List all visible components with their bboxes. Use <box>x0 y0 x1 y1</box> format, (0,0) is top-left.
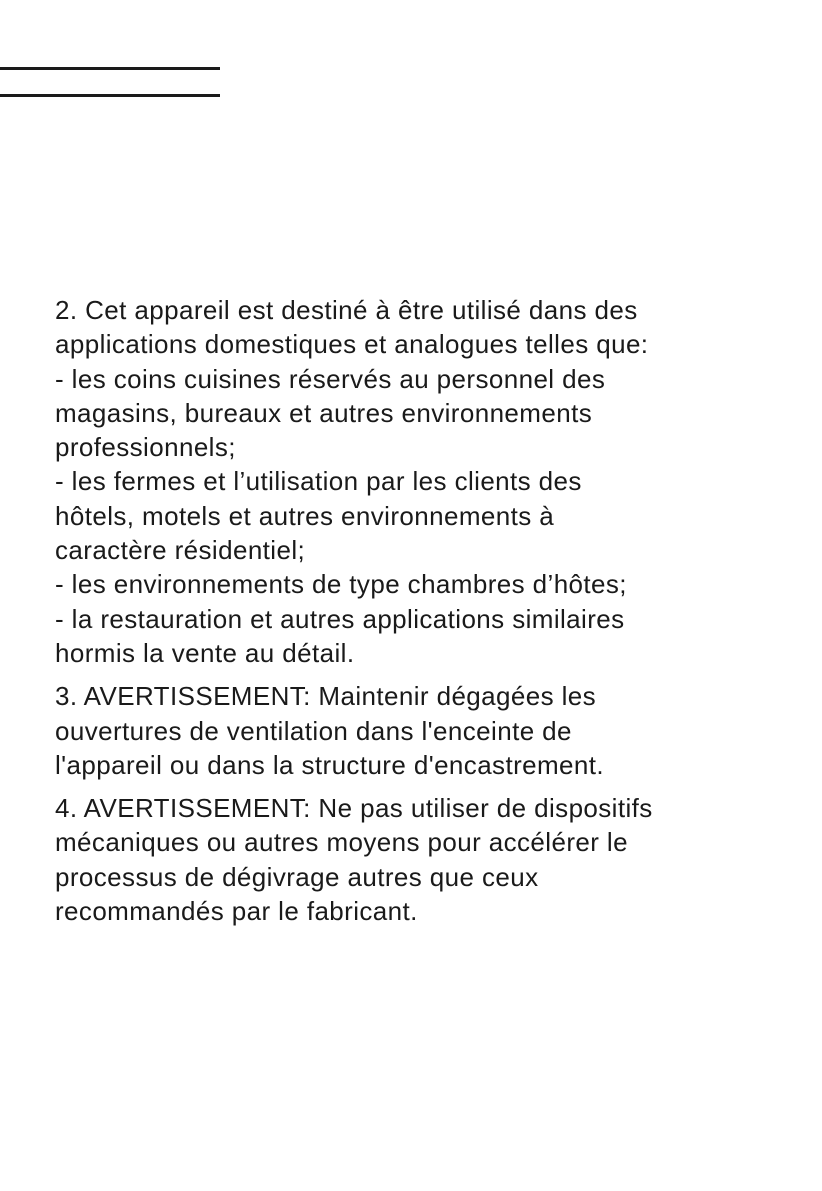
text-line: 4. AVERTISSEMENT: Ne pas utiliser de dispositifs <box>55 793 653 824</box>
header-rule-top <box>0 67 220 70</box>
text-line: mécaniques ou autres moyens pour accélérer le <box>55 827 628 858</box>
text-line: - les fermes et l’utilisation par les clients des <box>55 466 582 497</box>
paragraph-ventilation-warning <box>55 679 815 782</box>
paragraph-intended-use <box>55 293 815 670</box>
text-line: 2. Cet appareil est destiné à être utilisé dans des <box>55 295 638 325</box>
text-line: 3. AVERTISSEMENT: Maintenir dégagées les <box>55 681 597 712</box>
text-line: caractère résidentiel; <box>55 535 306 566</box>
text-line: hôtels, motels et autres environnements à <box>55 500 555 531</box>
text-line: recommandés par le fabricant. <box>55 896 418 927</box>
paragraph-defrost-warning <box>55 791 815 928</box>
text-line: - les coins cuisines réservés au personnel des <box>55 363 606 394</box>
text-line: - la restauration et autres applications similaires <box>55 603 625 634</box>
header-rule-bottom <box>0 94 220 97</box>
text-line: - les environnements de type chambres d’hôtes; <box>55 569 627 600</box>
text-line: applications domestiques et analogues telles que: <box>55 329 649 360</box>
text-line: ouvertures de ventilation dans l'enceinte de <box>55 715 572 746</box>
text-line: magasins, bureaux et autres environnements <box>55 397 593 428</box>
text-line: processus de dégivrage autres que ceux <box>55 861 539 892</box>
document-body <box>55 293 815 928</box>
text-line: professionnels; <box>55 432 236 463</box>
text-line: hormis la vente au détail. <box>55 637 355 668</box>
text-line: l'appareil ou dans la structure d'encastrement. <box>55 749 605 780</box>
